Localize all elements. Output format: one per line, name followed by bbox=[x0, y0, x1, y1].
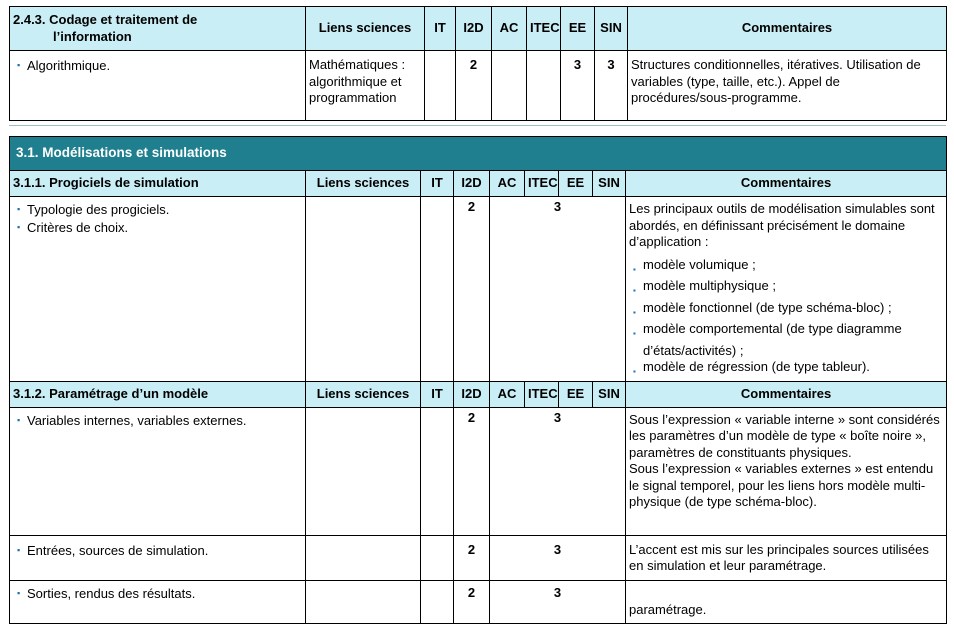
col-itec: ITEC bbox=[525, 171, 559, 197]
section-title-2-4-3: 2.4.3. Codage et traitement de l’information bbox=[10, 7, 306, 51]
comment-cell: Les principaux outils de modélisation simulables sont abordés, en définissant précisément le domaine d’application : ▪ modèle volumique ; ▪ modèle multiphysique ; ▪ modèle fonctionnel (de type schéma-bloc) ; ▪ modèle comportemental (de type diagramme d’états/activités) ; ▪ modèle de régression (de type tableur). bbox=[626, 197, 947, 382]
col-liens-sciences: Liens sciences bbox=[306, 381, 421, 407]
divider bbox=[9, 125, 946, 126]
col-commentaires: Commentaires bbox=[628, 7, 947, 51]
comment-cell: Structures conditionnelles, itératives. Utilisation de variables (type, taille, etc.). Appel de procédures/sous-programme. bbox=[628, 51, 947, 121]
col-i2d: I2D bbox=[454, 381, 490, 407]
col-sin: SIN bbox=[595, 7, 628, 51]
list-item: ▪ Entrées, sources de simulation. bbox=[13, 542, 302, 560]
col-sin: SIN bbox=[593, 171, 626, 197]
subsection-title-3-1-2: 3.1.2. Paramétrage d’un modèle bbox=[10, 381, 306, 407]
col-liens-sciences: Liens sciences bbox=[306, 171, 421, 197]
col-it: IT bbox=[425, 7, 456, 51]
list-item: ▪ modèle de régression (de type tableur). bbox=[631, 359, 943, 381]
comment-cell: Sous l’expression « variable interne » sont considérés les paramètres d’un modèle de type « boîte noire », paramètres de constituants physiques. Sous l’expression « variables externes » est entendu le signal temporel, pour les liens hors modèle multi-physique (de type schéma-bloc). bbox=[626, 407, 947, 535]
liens-cell bbox=[306, 197, 421, 382]
table-row bbox=[10, 535, 306, 580]
i2d-cell: 2 bbox=[454, 197, 490, 382]
specialite-cell: 3 bbox=[490, 535, 626, 580]
it-cell bbox=[421, 535, 454, 580]
col-ee: EE bbox=[559, 381, 593, 407]
table-modelisations bbox=[9, 136, 947, 624]
list-item: ▪ modèle fonctionnel (de type schéma-bloc) ; bbox=[631, 300, 943, 322]
liens-cell bbox=[306, 535, 421, 580]
liens-cell: Mathématiques : algorithmique et programmation bbox=[306, 51, 425, 121]
it-cell bbox=[421, 197, 454, 382]
specialite-cell: 3 bbox=[490, 197, 626, 382]
col-commentaires: Commentaires bbox=[626, 381, 947, 407]
liens-cell bbox=[306, 407, 421, 535]
specialite-cell: 3 bbox=[490, 407, 626, 535]
it-cell bbox=[421, 407, 454, 535]
it-cell bbox=[421, 580, 454, 623]
list-item: ▪ Typologie des progiciels. bbox=[13, 201, 302, 219]
col-ac: AC bbox=[492, 7, 527, 51]
table-row bbox=[10, 197, 306, 382]
col-i2d: I2D bbox=[454, 171, 490, 197]
list-item: ▪ Variables internes, variables externes. bbox=[13, 412, 302, 430]
i2d-cell: 2 bbox=[454, 407, 490, 535]
col-ac: AC bbox=[490, 381, 525, 407]
ac-cell bbox=[492, 51, 527, 121]
liens-cell bbox=[306, 580, 421, 623]
col-ee: EE bbox=[559, 171, 593, 197]
col-it: IT bbox=[421, 171, 454, 197]
list-item: ▪ Critères de choix. bbox=[13, 219, 302, 237]
i2d-cell: 2 bbox=[454, 535, 490, 580]
col-sin: SIN bbox=[593, 381, 626, 407]
i2d-cell: 2 bbox=[454, 580, 490, 623]
col-ac: AC bbox=[490, 171, 525, 197]
col-i2d: I2D bbox=[456, 7, 492, 51]
col-ee: EE bbox=[561, 7, 595, 51]
ee-cell: 3 bbox=[561, 51, 595, 121]
list-item: ▪ Sorties, rendus des résultats. bbox=[13, 585, 302, 603]
itec-cell bbox=[527, 51, 561, 121]
specialite-cell: 3 bbox=[490, 580, 626, 623]
col-itec: ITEC bbox=[525, 381, 559, 407]
list-item: ▪ modèle multiphysique ; bbox=[631, 278, 943, 300]
list-item: ▪ Algorithmique. bbox=[13, 57, 302, 75]
comment-cell: paramétrage. bbox=[626, 580, 947, 623]
table-row bbox=[10, 407, 306, 535]
col-itec: ITEC bbox=[527, 7, 561, 51]
section-title-3-1: 3.1. Modélisations et simulations bbox=[10, 137, 947, 171]
sin-cell: 3 bbox=[595, 51, 628, 121]
table-codage bbox=[9, 6, 947, 121]
col-liens-sciences: Liens sciences bbox=[306, 7, 425, 51]
col-commentaires: Commentaires bbox=[626, 171, 947, 197]
comment-cell: L’accent est mis sur les principales sources utilisées en simulation et leur paramétrage. bbox=[626, 535, 947, 580]
col-it: IT bbox=[421, 381, 454, 407]
table-row bbox=[10, 51, 306, 121]
list-item: ▪ modèle comportemental (de type diagramme d’états/activités) ; bbox=[631, 321, 943, 359]
subsection-title-3-1-1: 3.1.1. Progiciels de simulation bbox=[10, 171, 306, 197]
list-item: ▪ modèle volumique ; bbox=[631, 257, 943, 279]
i2d-cell: 2 bbox=[456, 51, 492, 121]
it-cell bbox=[425, 51, 456, 121]
table-row bbox=[10, 580, 306, 623]
